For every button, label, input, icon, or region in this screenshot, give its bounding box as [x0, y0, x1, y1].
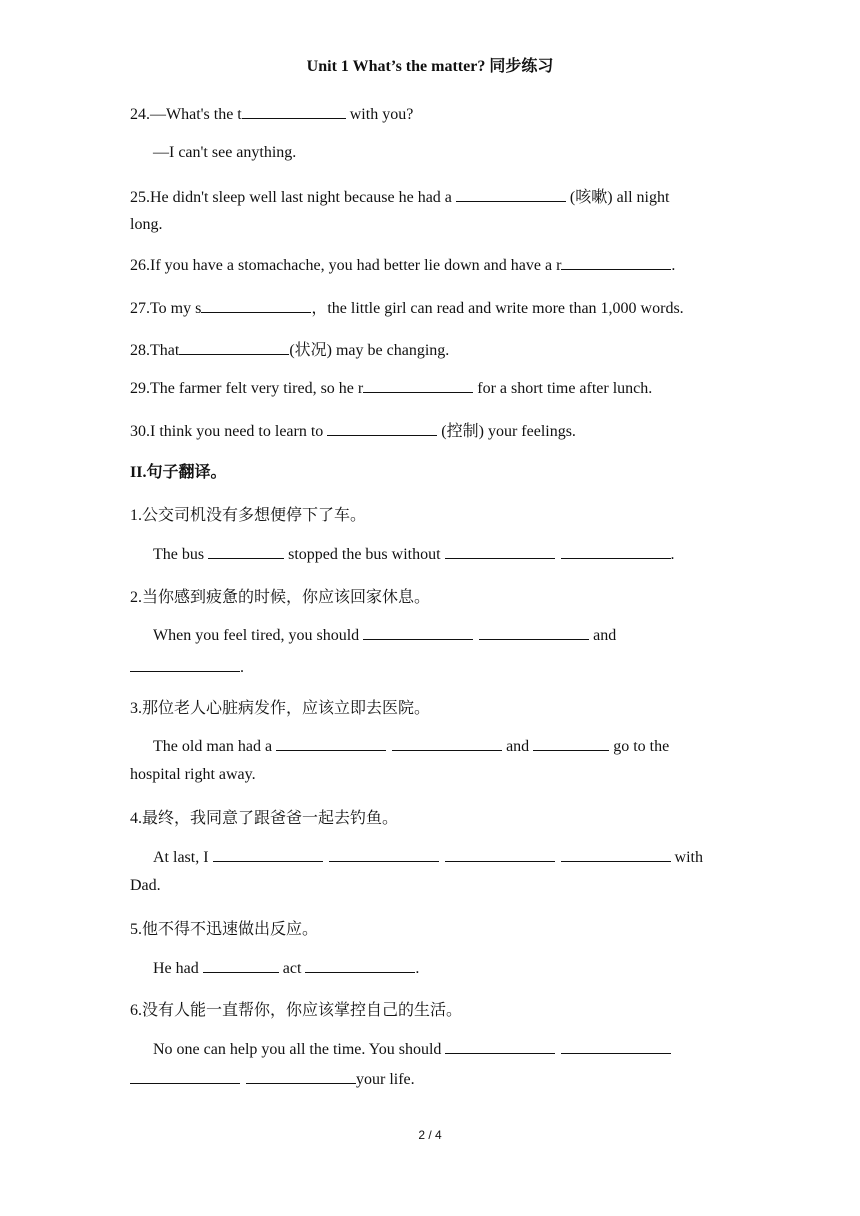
answer-text: When you feel tired, you should	[153, 627, 364, 644]
section-heading: II.句子翻译。	[130, 464, 227, 481]
translation-1-answer	[153, 544, 675, 564]
question-25-text: 25.He didn't sleep well last night because he had a	[130, 189, 456, 206]
answer-blank[interactable]	[561, 255, 671, 270]
translation-3-prompt: 3.那位老人心脏病发作，应该立即去医院。	[130, 700, 431, 717]
answer-blank[interactable]	[179, 340, 289, 355]
answer-blank[interactable]	[201, 298, 311, 313]
answer-text: .	[240, 659, 244, 676]
question-26-tail: .	[671, 257, 676, 274]
answer-text: .	[670, 546, 675, 563]
answer-text: The bus	[153, 546, 209, 563]
question-27-tail: ，the little girl can read and write more than 1,000 words.	[311, 300, 684, 317]
answer-blank[interactable]	[213, 847, 323, 862]
translation-1-prompt: 1.公交司机没有多想便停下了车。	[130, 507, 367, 524]
question-28	[130, 337, 449, 360]
translation-4-answer	[153, 847, 703, 867]
translation-2-prompt: 2.当你感到疲惫的时候，你应该回家休息。	[130, 589, 431, 606]
question-29-tail: for a short time after lunch.	[473, 380, 653, 397]
answer-blank[interactable]	[203, 958, 279, 973]
answer-blank[interactable]	[363, 378, 473, 393]
answer-blank[interactable]	[561, 544, 671, 559]
translation-2-answer-continued	[130, 657, 244, 677]
question-27	[130, 295, 684, 318]
question-27-text: 27.To my s	[130, 300, 202, 317]
question-26-text: 26.If you have a stomachache, you had better lie down and have a r	[130, 257, 562, 274]
answer-blank[interactable]	[392, 736, 502, 751]
translation-4-answer-continued: Dad.	[130, 877, 161, 894]
answer-blank[interactable]	[305, 958, 415, 973]
page-title: Unit 1 What’s the matter? 同步练习	[306, 58, 554, 75]
question-29-text: 29.The farmer felt very tired, so he r	[130, 380, 364, 397]
answer-text: No one can help you all the time. You should	[153, 1041, 446, 1058]
question-24-reply: —I can't see anything.	[153, 144, 297, 161]
answer-blank[interactable]	[479, 625, 589, 640]
answer-text: He had	[153, 960, 203, 977]
answer-blank[interactable]	[561, 1039, 671, 1054]
page-number: 2 / 4	[418, 1128, 442, 1142]
question-26	[130, 255, 675, 275]
answer-blank[interactable]	[445, 544, 555, 559]
question-30-text: 30.I think you need to learn to	[130, 423, 328, 440]
answer-text: and	[589, 627, 617, 644]
answer-blank[interactable]	[130, 1069, 240, 1084]
translation-4-prompt: 4.最终，我同意了跟爸爸一起去钓鱼。	[130, 810, 399, 827]
translation-6-answer-continued	[130, 1069, 415, 1089]
answer-blank[interactable]	[130, 657, 240, 672]
answer-text: The old man had a	[153, 738, 277, 755]
answer-text: act	[278, 960, 306, 977]
answer-blank[interactable]	[327, 421, 437, 436]
answer-blank[interactable]	[329, 847, 439, 862]
answer-blank[interactable]	[445, 847, 555, 862]
question-25	[130, 184, 669, 207]
answer-text: and	[502, 738, 534, 755]
answer-blank[interactable]	[242, 104, 346, 119]
answer-text: stopped the bus without	[284, 546, 445, 563]
answer-text: with	[670, 849, 703, 866]
answer-text: .	[415, 960, 420, 977]
question-29	[130, 378, 652, 398]
question-24-tail: with you?	[345, 106, 414, 123]
translation-2-answer	[153, 625, 616, 645]
question-30	[130, 418, 576, 441]
answer-text: At last, I	[153, 849, 213, 866]
translation-6-prompt: 6.没有人能一直帮你，你应该掌控自己的生活。	[130, 1002, 463, 1019]
answer-blank[interactable]	[276, 736, 386, 751]
translation-5-answer	[153, 958, 419, 978]
question-24	[130, 104, 413, 124]
translation-6-answer	[153, 1039, 671, 1059]
answer-text: your life.	[356, 1071, 415, 1088]
answer-blank[interactable]	[533, 736, 609, 751]
question-24-text: 24.—What's the t	[130, 106, 242, 123]
answer-blank[interactable]	[363, 625, 473, 640]
question-28-tail: (状况) may be changing.	[289, 342, 450, 359]
question-28-text: 28.That	[130, 342, 180, 359]
question-25-continued: long.	[130, 216, 163, 233]
question-25-tail: (咳嗽) all night	[565, 189, 670, 206]
answer-blank[interactable]	[208, 544, 284, 559]
translation-5-prompt: 5.他不得不迅速做出反应。	[130, 921, 319, 938]
question-30-tail: (控制) your feelings.	[437, 423, 576, 440]
answer-blank[interactable]	[456, 187, 566, 202]
translation-3-answer-continued: hospital right away.	[130, 766, 256, 783]
answer-text: go to the	[609, 738, 670, 755]
answer-blank[interactable]	[246, 1069, 356, 1084]
translation-3-answer	[153, 736, 669, 756]
answer-blank[interactable]	[445, 1039, 555, 1054]
answer-blank[interactable]	[561, 847, 671, 862]
